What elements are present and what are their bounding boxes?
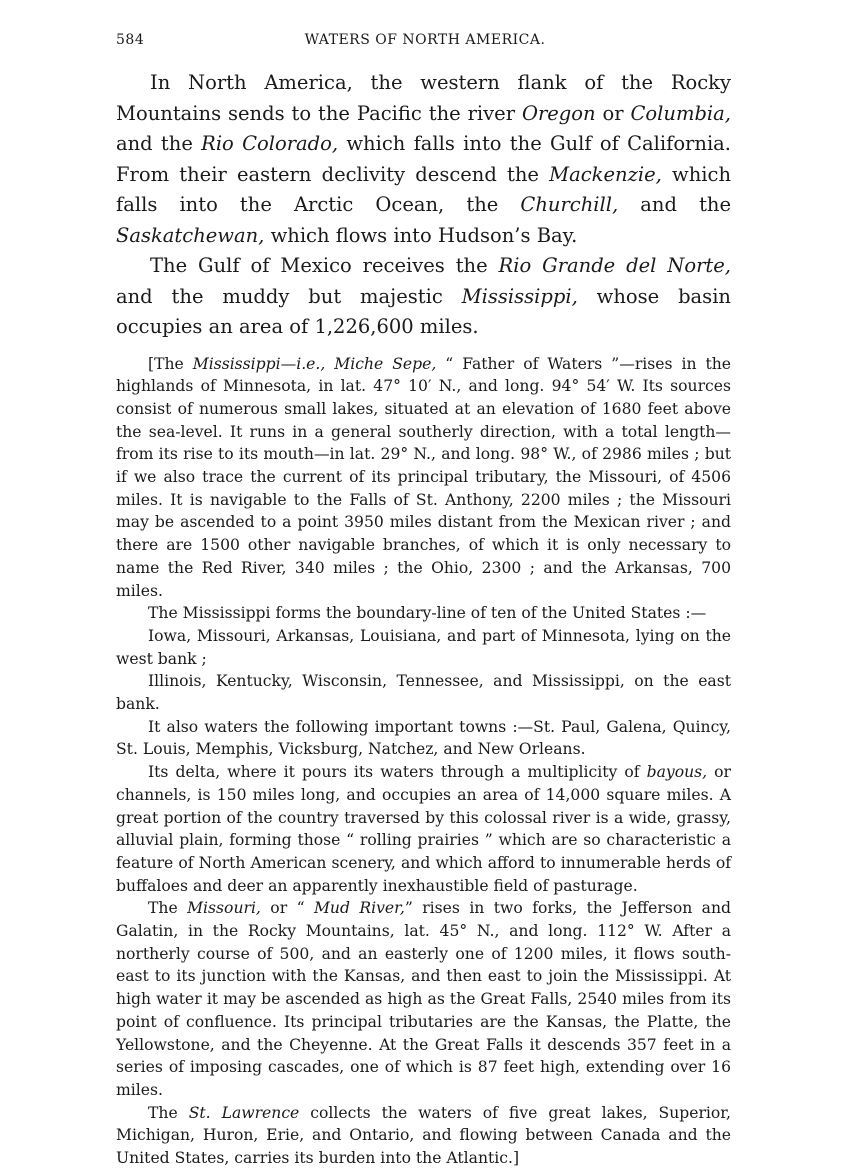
note-paragraph <box>116 761 731 897</box>
italic-text: Oregon <box>521 101 596 125</box>
note-paragraph <box>116 602 731 625</box>
italic-text: Missouri, <box>187 899 261 918</box>
note-paragraph <box>116 897 731 1101</box>
text-run: The Mississippi forms the boundary-line of ten of the United States :— <box>148 604 707 623</box>
text-run: It also waters the following important towns :—St. Paul, Galena, Quincy, St. Louis, Memphis, Vicksburg, Natchez, and New Orleans. <box>116 717 731 759</box>
note-paragraph <box>116 716 731 761</box>
text-run: [The <box>148 354 193 373</box>
text-run: and the <box>618 193 732 216</box>
italic-text: Mud River, <box>313 899 405 918</box>
text-run: or “ <box>260 899 314 918</box>
text-run: The <box>148 899 188 918</box>
bracketed-note <box>116 353 731 1170</box>
italic-text: Saskatchewan, <box>116 223 265 247</box>
note-paragraph <box>116 353 731 603</box>
main-paragraph <box>116 68 731 251</box>
running-title: WATERS OF NORTH AMERICA. <box>304 32 546 48</box>
text-run: and the <box>116 132 202 155</box>
text-run: and the muddy but majestic <box>116 284 462 308</box>
note-paragraph <box>116 1102 731 1170</box>
running-header <box>116 32 734 56</box>
note-paragraph <box>116 670 731 715</box>
text-run: or channels, is 150 miles long, and occupies an area of 14,000 square miles. A great portion of the country traversed by this colossal river is a wide, grassy, alluvial plain, forming those “ rolling prairies ” which are so characteristic a feature of North American scenery, and which afford to innumerable herds of buffaloes and deer an apparently inexhaustible field of pasturage. <box>116 763 731 895</box>
text-run: “ Father of Waters ”—rises in the highlands of Minnesota, in lat. 47° 10′ N., and long. 94° 54′ W. Its sources consist of numerous small lakes, situated at an elevation of 1680 feet above the sea-level. It runs in a general southerly direction, with a total length—from its rise to its mouth—in lat. 29° N., and long. 98° W., of 2986 miles ; but if we also trace the current of its principal tributary, the Missouri, of 4506 miles. It is navigable to the Falls of St. Anthony, 2200 miles ; the Missouri may be ascended to a point 3950 miles distant from the Mexican river ; and there are 1500 other navigable branches, of which it is only necessary to name the Red River, 340 miles ; the Ohio, 2300 ; and the Arkansas, 700 miles. <box>116 354 732 600</box>
italic-text: Columbia, <box>630 101 731 125</box>
main-paragraph <box>116 251 731 343</box>
text-run: which falls into the Arctic Ocean, the <box>116 162 732 216</box>
text-run: which flows into Hudson’s Bay. <box>264 223 578 247</box>
text-run: collects the waters of five great lakes, Superior, Michigan, Huron, Erie, and Ontario, and flowing between Canada and the United States, carries its burden into the Atlantic.] <box>116 1103 731 1168</box>
text-run: Its delta, where it pours its waters through a multiplicity of <box>148 763 647 782</box>
note-paragraph <box>116 625 731 670</box>
text-run: Illinois, Kentucky, Wisconsin, Tennessee, and Mississippi, on the east bank. <box>116 672 731 714</box>
text-run: whose basin occupies an area of 1,226,600 miles. <box>116 284 731 338</box>
text-run: which falls into the Gulf of California. From their eastern declivity descend the <box>116 132 731 186</box>
italic-text: bayous, <box>646 763 708 782</box>
italic-text: Rio Colorado, <box>201 132 339 155</box>
text-run: Iowa, Missouri, Arkansas, Louisiana, and part of Minnesota, lying on the west bank ; <box>116 626 731 668</box>
text-run: In North America, the western flank of the Rocky Mountains sends to the Pacific the river <box>116 71 731 125</box>
main-text <box>116 68 731 343</box>
page-body <box>116 68 731 1170</box>
italic-text: St. Lawrence <box>188 1103 300 1122</box>
text-run: The Gulf of Mexico receives the <box>150 254 499 277</box>
page-number: 584 <box>116 32 145 48</box>
italic-text: Churchill, <box>520 193 619 216</box>
italic-text: Mackenzie, <box>549 162 662 186</box>
italic-text: Mississippi, <box>461 284 578 308</box>
text-run: The <box>148 1103 189 1122</box>
italic-text: Mississippi—i.e., Miche Sepe, <box>192 354 437 373</box>
text-run: or <box>595 101 631 125</box>
text-run: ” rises in two forks, the Jefferson and Galatin, in the Rocky Mountains, lat. 45° N., and long. 112° W. After a northerly course of 500, and an easterly one of 1200 miles, it flows south-east to its junction with the Kansas, and then east to join the Mississippi. At high water it may be ascended as high as the Great Falls, 2540 miles from its point of confluence. Its principal tributaries are the Kansas, the Platte, the Yellowstone, and the Cheyenne. At the Great Falls it descends 357 feet in a series of imposing cascades, one of which is 87 feet high, extending over 16 miles. <box>116 899 731 1099</box>
italic-text: Rio Grande del Norte, <box>498 254 731 277</box>
